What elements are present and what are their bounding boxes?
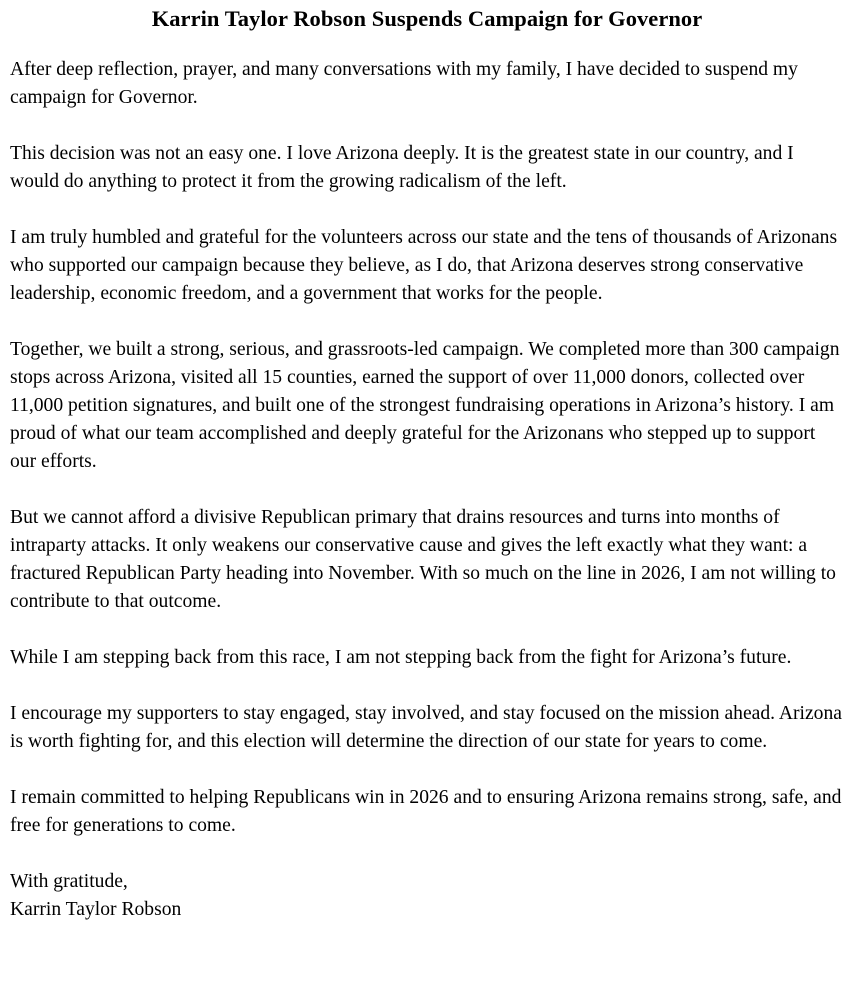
statement-body (10, 56, 844, 924)
paragraph-6: While I am stepping back from this race, I am not stepping back from the fight for Arizona’s future. (10, 647, 792, 668)
salutation: With gratitude, (10, 871, 128, 892)
paragraph-7: I encourage my supporters to stay engaged, stay involved, and stay focused on the mission ahead. Arizona is worth fighting for, and this election will determine the direction of our state for years to come. (10, 703, 842, 752)
paragraph-4: Together, we built a strong, serious, and grassroots-led campaign. We completed more than 300 campaign stops across Arizona, visited all 15 counties, earned the support of over 11,000 donors, collected over 11,000 petition signatures, and built one of the strongest fundraising operations in Arizona’s history. I am proud of what our team accomplished and deeply grateful for the Arizonans who stepped up to support our efforts. (10, 339, 840, 472)
paragraph-2: This decision was not an easy one. I love Arizona deeply. It is the greatest state in our country, and I would do anything to protect it from the growing radicalism of the left. (10, 143, 794, 192)
paragraph-5: But we cannot afford a divisive Republican primary that drains resources and turns into months of intraparty attacks. It only weakens our conservative cause and gives the left exactly what they want: a fractured Republican Party heading into November. With so much on the line in 2026, I am not willing to contribute to that outcome. (10, 507, 836, 612)
paragraph-8: I remain committed to helping Republicans win in 2026 and to ensuring Arizona remains strong, safe, and free for generations to come. (10, 787, 842, 836)
signature: Karrin Taylor Robson (10, 899, 182, 920)
page-title: Karrin Taylor Robson Suspends Campaign for Governor (151, 6, 703, 31)
closing-block (10, 868, 844, 924)
paragraph-3: I am truly humbled and grateful for the volunteers across our state and the tens of thousands of Arizonans who supported our campaign because they believe, as I do, that Arizona deserves strong conservative leadership, economic freedom, and a government that works for the people. (10, 227, 838, 304)
paragraph-1: After deep reflection, prayer, and many conversations with my family, I have decided to suspend my campaign for Governor. (10, 59, 798, 108)
